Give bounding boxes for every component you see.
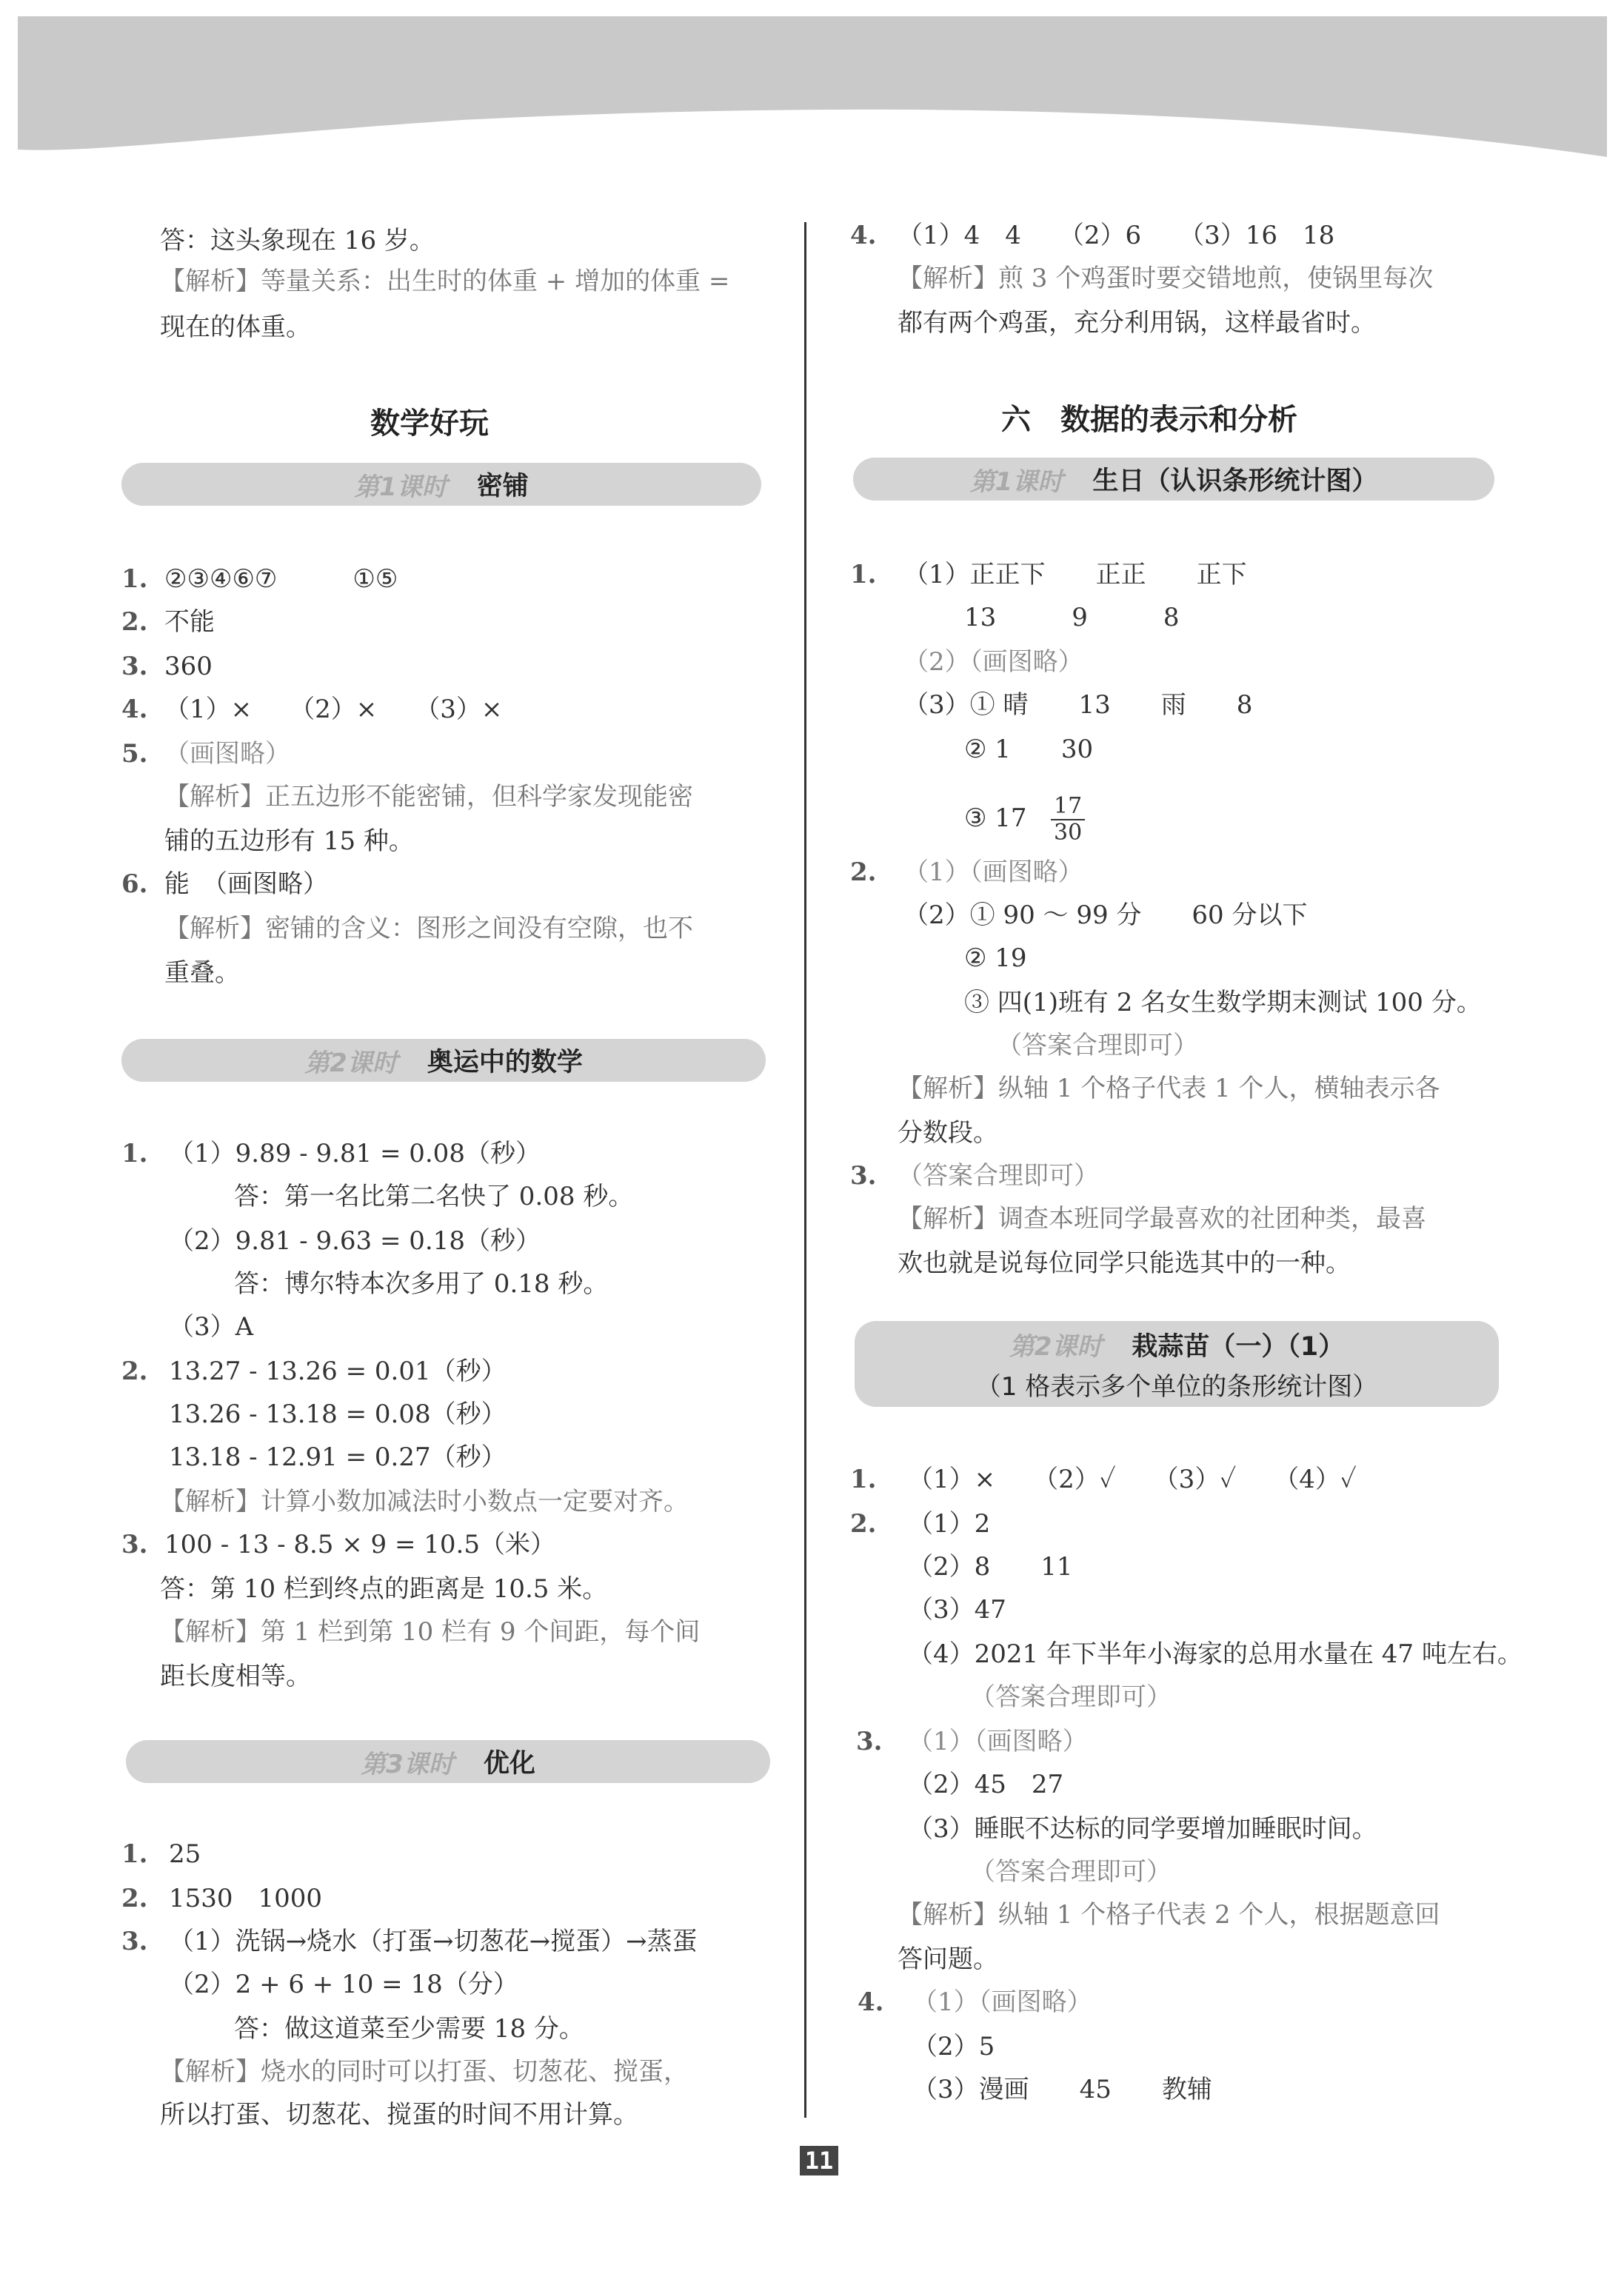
section-title-shuxuehaowan: 数学好玩 — [370, 407, 489, 441]
l2-f: 13.27 - 13.26 = 0.01（秒） — [169, 1357, 507, 1386]
lesson1-key: 第1课时 — [354, 472, 447, 502]
r2-n: （2）5 — [912, 2032, 995, 2061]
l1-q6-analysis-cont: 重叠。 — [164, 958, 240, 988]
qnum: 1. — [121, 1139, 148, 1168]
lesson1-header — [121, 463, 761, 506]
r1-d: （3）① 晴 13 雨 8 — [903, 690, 1253, 720]
l3-f: 【解析】烧水的同时可以打蛋、切葱花、搅蛋， — [160, 2057, 689, 2087]
r-top-a: （1）4 4 （2）6 （3）16 18 — [898, 221, 1335, 250]
r1-j: ③ 四(1)班有 2 名女生数学期末测试 100 分。 — [964, 988, 1482, 1017]
lesson2-title: 奥运中的数学 — [427, 1048, 583, 1077]
qnum: 2. — [850, 857, 877, 887]
l1-q5: （画图略） — [164, 739, 290, 769]
r1-p: 欢也就是说每位同学只能选其中的一种。 — [898, 1248, 1351, 1278]
r2-f: （答案合理即可） — [970, 1682, 1172, 1712]
intro-answer: 答：这头象现在 16 岁。 — [160, 226, 435, 255]
qnum: 4. — [121, 695, 148, 724]
r2-a: （1）× （2）✓ （3）✓ （4）✓ — [908, 1465, 1357, 1494]
lesson1-title: 密铺 — [476, 472, 529, 501]
r-lesson1-title: 生日（认识条形统计图） — [1092, 466, 1378, 496]
r2-g: （1）（画图略） — [908, 1727, 1088, 1756]
l1-q5-analysis-cont: 铺的五边形有 15 种。 — [164, 826, 414, 856]
l1-q6: 能 （画图略） — [164, 869, 328, 899]
frac-den: 30 — [1054, 820, 1083, 846]
page-number: 11 — [800, 2146, 838, 2175]
r-lesson2-subtitle: （1 格表示多个单位的条形统计图） — [975, 1371, 1378, 1402]
l3-e: 答：做这道菜至少需要 18 分。 — [234, 2014, 584, 2044]
r-top-c: 都有两个鸡蛋，充分利用锅，这样最省时。 — [898, 308, 1376, 338]
l3-c: （1）洗锅→烧水（打蛋→切葱花→搅蛋）→蒸蛋 — [169, 1927, 698, 1956]
r-lesson1-header — [853, 458, 1494, 501]
r2-o: （3）漫画 45 教辅 — [912, 2075, 1212, 2104]
qnum: 2. — [121, 1357, 148, 1386]
l2-j: 100 - 13 - 8.5 × 9 = 10.5（米） — [164, 1530, 555, 1559]
r1-m: 分数段。 — [898, 1118, 998, 1148]
l1-q5-analysis: 【解析】正五边形不能密铺，但科学家发现能密 — [164, 782, 693, 812]
intro-analysis: 【解析】等量关系：出生时的体重 + 增加的体重 = — [160, 267, 730, 296]
l2-m: 距长度相等。 — [160, 1662, 311, 1691]
l3-g: 所以打蛋、切葱花、搅蛋的时间不用计算。 — [160, 2100, 638, 2130]
l1-q3: 360 — [164, 652, 213, 681]
qnum: 6. — [121, 869, 148, 899]
r1-c: （2）（画图略） — [903, 647, 1083, 677]
l1-q1: ②③④⑥⑦ ①⑤ — [164, 564, 398, 594]
qnum: 4. — [850, 221, 877, 250]
l2-h: 13.18 - 12.91 = 0.27（秒） — [169, 1442, 507, 1472]
r2-c: （2）8 11 — [908, 1552, 1073, 1582]
fraction-17-30 — [1051, 794, 1085, 846]
r-lesson2-header — [855, 1321, 1499, 1407]
l3-a: 25 — [169, 1839, 201, 1869]
r1-a: （1）正正下 正正 正下 — [903, 560, 1247, 589]
r1-o: 【解析】调查本班同学最喜欢的社团种类，最喜 — [898, 1204, 1426, 1234]
r2-k: 【解析】纵轴 1 个格子代表 2 个人，根据题意回 — [898, 1900, 1440, 1930]
column-divider — [804, 222, 806, 2118]
r1-b: 13 9 8 — [964, 603, 1180, 632]
qnum: 2. — [121, 607, 148, 637]
qnum: 2. — [850, 1509, 877, 1539]
r2-e: （4）2021 年下半年小海家的总用水量在 47 吨左右。 — [908, 1639, 1523, 1669]
section-title-data: 六 数据的表示和分析 — [1001, 403, 1297, 437]
qnum: 3. — [856, 1727, 883, 1756]
l2-i: 【解析】计算小数加减法时小数点一定要对齐。 — [160, 1487, 689, 1516]
l1-q2: 不能 — [164, 607, 215, 637]
qnum: 2. — [121, 1884, 148, 1913]
lesson3-title: 优化 — [483, 1749, 535, 1779]
qnum: 1. — [850, 1465, 877, 1494]
qnum: 3. — [121, 1927, 148, 1956]
l1-q4: （1）× （2）× （3）× — [164, 695, 503, 724]
r1-f-label: ③ 17 — [964, 803, 1027, 833]
r1-i: ② 19 — [964, 943, 1027, 973]
r1-l: 【解析】纵轴 1 个格子代表 1 个人，横轴表示各 — [898, 1074, 1440, 1103]
frac-num: 17 — [1051, 794, 1085, 820]
r2-d: （3）47 — [908, 1595, 1006, 1625]
r2-h: （2）45 27 — [908, 1770, 1064, 1799]
r1-h: （2）① 90 ～ 99 分 60 分以下 — [903, 900, 1308, 930]
r2-j: （答案合理即可） — [970, 1857, 1172, 1887]
r2-i: （3）睡眠不达标的同学要增加睡眠时间。 — [908, 1814, 1377, 1844]
r2-b: （1）2 — [908, 1509, 991, 1539]
r-top-b: 【解析】煎 3 个鸡蛋时要交错地煎，使锅里每次 — [898, 264, 1434, 293]
r2-l: 答问题。 — [898, 1944, 998, 1974]
r-lesson2-key: 第2课时 — [1009, 1331, 1103, 1362]
qnum: 3. — [850, 1161, 877, 1191]
qnum: 5. — [121, 739, 148, 769]
qnum: 4. — [858, 1987, 884, 2017]
r-lesson1-key: 第1课时 — [969, 466, 1063, 497]
lesson2-key: 第2课时 — [304, 1048, 398, 1078]
l2-g: 13.26 - 13.18 = 0.08（秒） — [169, 1399, 507, 1429]
l2-b: 答：第一名比第二名快了 0.08 秒。 — [234, 1182, 634, 1211]
lesson2-header — [121, 1039, 766, 1082]
qnum: 1. — [121, 564, 148, 594]
r1-n: （答案合理即可） — [898, 1161, 1099, 1191]
l2-a: （1）9.89 - 9.81 = 0.08（秒） — [169, 1139, 541, 1168]
l3-d: （2）2 + 6 + 10 = 18（分） — [169, 1970, 518, 1999]
r2-m: （1）（画图略） — [912, 1987, 1092, 2017]
qnum: 3. — [121, 1530, 148, 1559]
r1-f — [964, 794, 1085, 846]
l2-c: （2）9.81 - 9.63 = 0.18（秒） — [169, 1226, 541, 1256]
l2-l: 【解析】第 1 栏到第 10 栏有 9 个间距，每个间 — [160, 1617, 701, 1647]
r1-k: （答案合理即可） — [997, 1031, 1198, 1060]
qnum: 1. — [850, 560, 877, 589]
l2-k: 答：第 10 栏到终点的距离是 10.5 米。 — [160, 1574, 608, 1604]
r1-e: ② 1 30 — [964, 735, 1094, 764]
qnum: 3. — [121, 652, 148, 681]
lesson3-key: 第3课时 — [361, 1749, 454, 1779]
l2-d: 答：博尔特本次多用了 0.18 秒。 — [234, 1269, 609, 1299]
intro-analysis-cont: 现在的体重。 — [160, 312, 311, 342]
qnum: 1. — [121, 1839, 148, 1869]
r1-g: （1）（画图略） — [903, 857, 1083, 887]
r-lesson2-title: 栽蒜苗（一）（1） — [1132, 1331, 1345, 1362]
l3-b: 1530 1000 — [169, 1884, 323, 1913]
header-band — [18, 16, 1607, 157]
l2-e: （3）A — [169, 1312, 254, 1342]
lesson3-header — [126, 1740, 770, 1783]
l1-q6-analysis: 【解析】密铺的含义：图形之间没有空隙，也不 — [164, 914, 693, 943]
